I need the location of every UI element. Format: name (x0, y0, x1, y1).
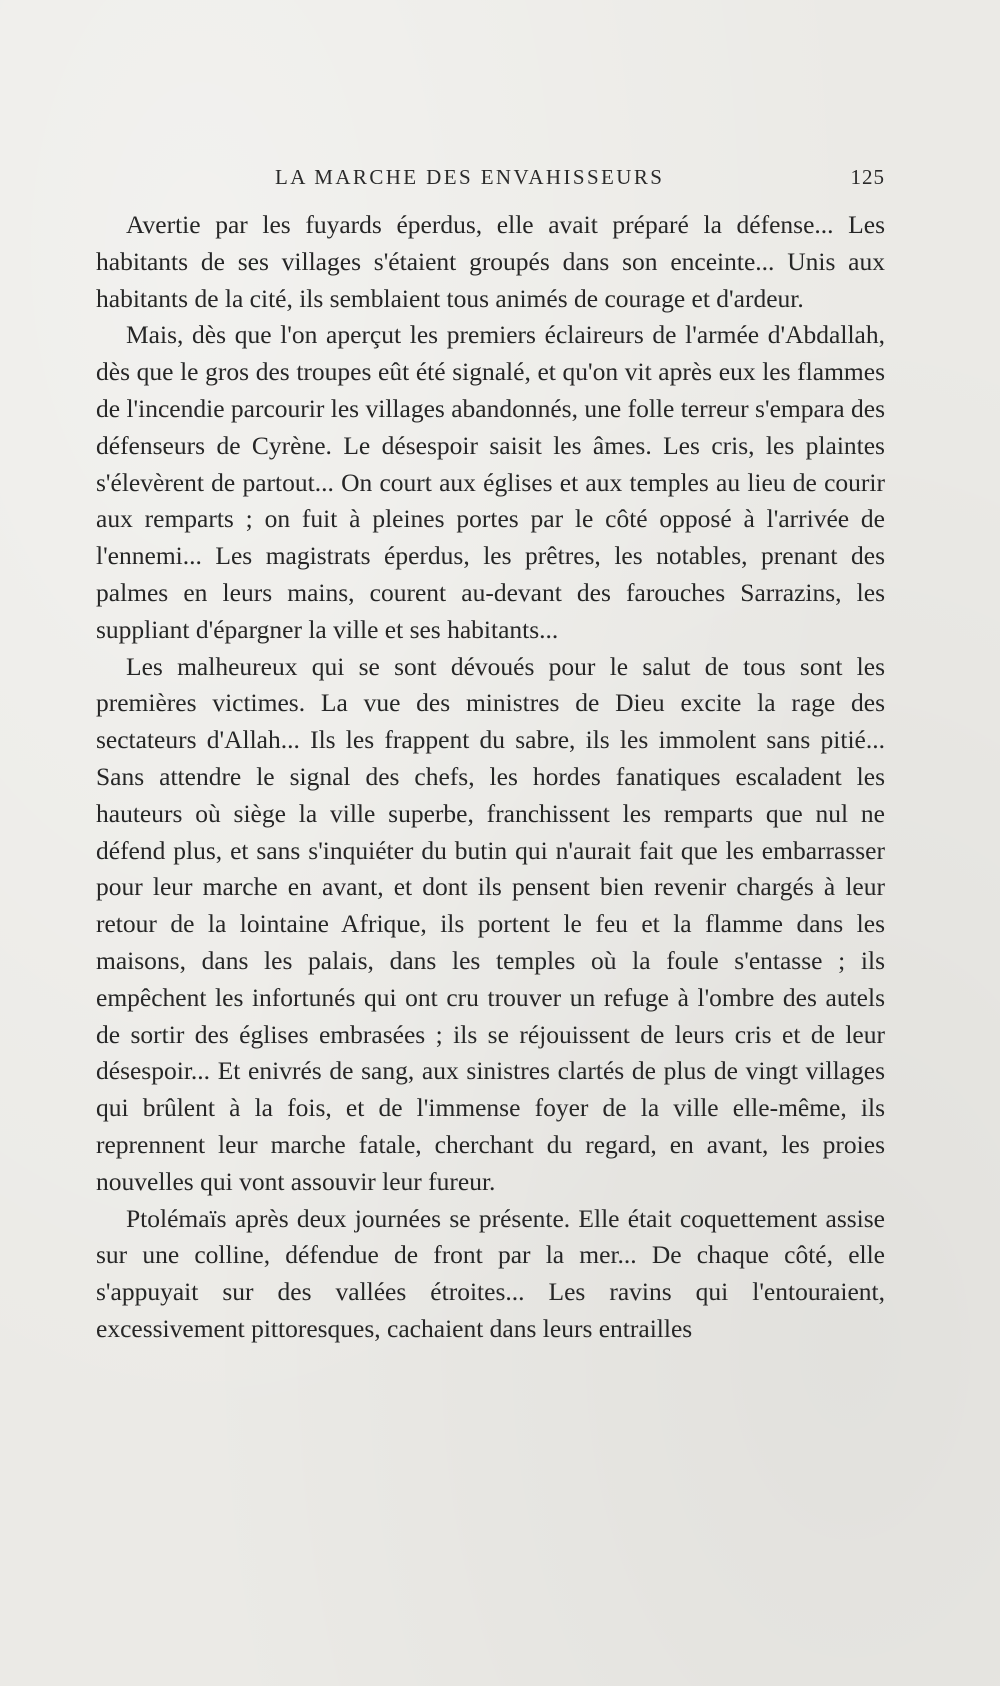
body-text (96, 207, 885, 1348)
paragraph: Ptolémaïs après deux journées se présente. Elle était coquettement assise sur une colline, défendue de front par la mer... De chaque côté, elle s'appuyait sur des vallées étroites... Les ravins qui l'entouraient, excessivement pittoresques, cachaient dans leurs entrailles (96, 1203, 885, 1343)
page-number: 125 (850, 165, 885, 189)
paragraph: Avertie par les fuyards éperdus, elle avait préparé la défense... Les habitants de ses villages s'étaient groupés dans son enceinte... Unis aux habitants de la cité, ils semblaient tous animés de courage et d'ardeur. (96, 210, 885, 313)
paragraph: Les malheureux qui se sont dévoués pour le salut de tous sont les premières victimes. La vue des ministres de Dieu excite la rage des sectateurs d'Allah... Ils les frappent du sabre, ils les immolent sans pitié... Sans attendre le signal des chefs, les hordes fanatiques escaladent les hauteurs où siège la ville superbe, franchissent les remparts que nul ne défend plus, et sans s'inquiéter du butin qui n'aurait fait que les embarrasser pour leur marche en avant, et dont ils pensent bien revenir chargés à leur retour de la lointaine Afrique, ils portent le feu et la flamme dans les maisons, dans les palais, dans les temples où la foule s'entasse ; ils empêchent les infortunés qui ont cru trouver un refuge à l'ombre des autels de sortir des églises embrasées ; ils se réjouissent de leurs cris et de leur désespoir... Et enivrés de sang, aux sinistres clartés de plus de vingt villages qui brûlent à la fois, et de l'immense foyer de la ville elle-même, ils reprennent leur marche fatale, cherchant du regard, en avant, les proies nouvelles qui vont assouvir leur fureur. (96, 651, 885, 1196)
running-header (95, 165, 885, 191)
running-title: LA MARCHE DES ENVAHISSEURS (275, 165, 665, 189)
paragraph: Mais, dès que l'on aperçut les premiers éclaireurs de l'armée d'Abdallah, dès que le gros des troupes eût été signalé, et qu'on vit après eux les flammes de l'incendie parcourir les villages abandonnés, une folle terreur s'empara des défenseurs de Cyrène. Le désespoir saisit les âmes. Les cris, les plaintes s'élevèrent de partout... On court aux églises et aux temples au lieu de courir aux remparts ; on fuit à pleines portes par le côté opposé à l'arrivée de l'ennemi... Les magistrats éperdus, les prêtres, les notables, prenant des palmes en leurs mains, courent au-devant des farouches Sarrazins, les suppliant d'épargner la ville et ses habitants... (96, 320, 885, 644)
